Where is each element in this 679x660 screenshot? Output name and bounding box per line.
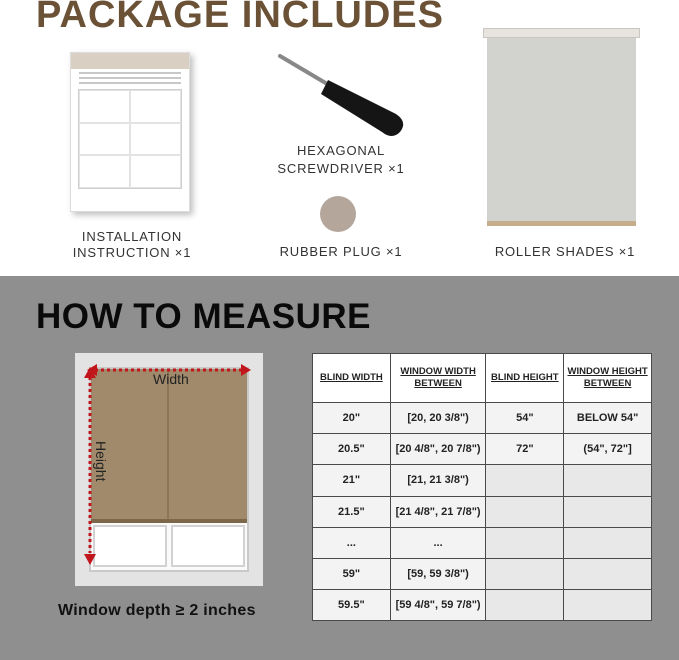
table-row: ... ...	[313, 527, 652, 558]
instruction-manual-icon	[70, 52, 190, 212]
table-row: 20.5" [20 4/8", 20 7/8") 72" (54", 72"]	[313, 434, 652, 465]
height-label: Height	[93, 441, 109, 482]
screwdriver-icon	[276, 52, 411, 137]
table-row: 21.5" [21 4/8", 21 7/8")	[313, 496, 652, 527]
table-row: 20" [20, 20 3/8") 54" BELOW 54"	[313, 403, 652, 434]
package-includes-title: PACKAGE INCLUDES	[36, 0, 444, 36]
header-window-width: WINDOW WIDTH BETWEEN	[390, 354, 486, 403]
table-header-row	[313, 354, 652, 403]
header-blind-width: BLIND WIDTH	[313, 354, 391, 403]
instruction-label: INSTALLATION INSTRUCTION ×1	[72, 229, 192, 260]
size-table	[312, 353, 652, 621]
table-row: 59.5" [59 4/8", 59 7/8")	[313, 589, 652, 620]
table-row: 21" [21, 21 3/8")	[313, 465, 652, 496]
window-diagram	[75, 353, 263, 586]
package-includes-section	[0, 0, 679, 276]
table-row: 59" [59, 59 3/8")	[313, 558, 652, 589]
roller-shade-label: ROLLER SHADES ×1	[494, 244, 636, 259]
header-blind-height: BLIND HEIGHT	[486, 354, 564, 403]
how-to-measure-section	[0, 276, 679, 660]
how-to-measure-title: HOW TO MEASURE	[36, 297, 371, 336]
screwdriver-label: HEXAGONAL SCREWDRIVER ×1	[277, 143, 405, 176]
window-depth-note: Window depth ≥ 2 inches	[58, 602, 256, 619]
header-window-height: WINDOW HEIGHT BETWEEN	[564, 354, 652, 403]
width-label: Width	[153, 371, 189, 387]
rubber-plug-icon	[320, 196, 356, 232]
roller-shade-icon	[483, 28, 640, 228]
rubber-plug-label: RUBBER PLUG ×1	[279, 244, 403, 259]
